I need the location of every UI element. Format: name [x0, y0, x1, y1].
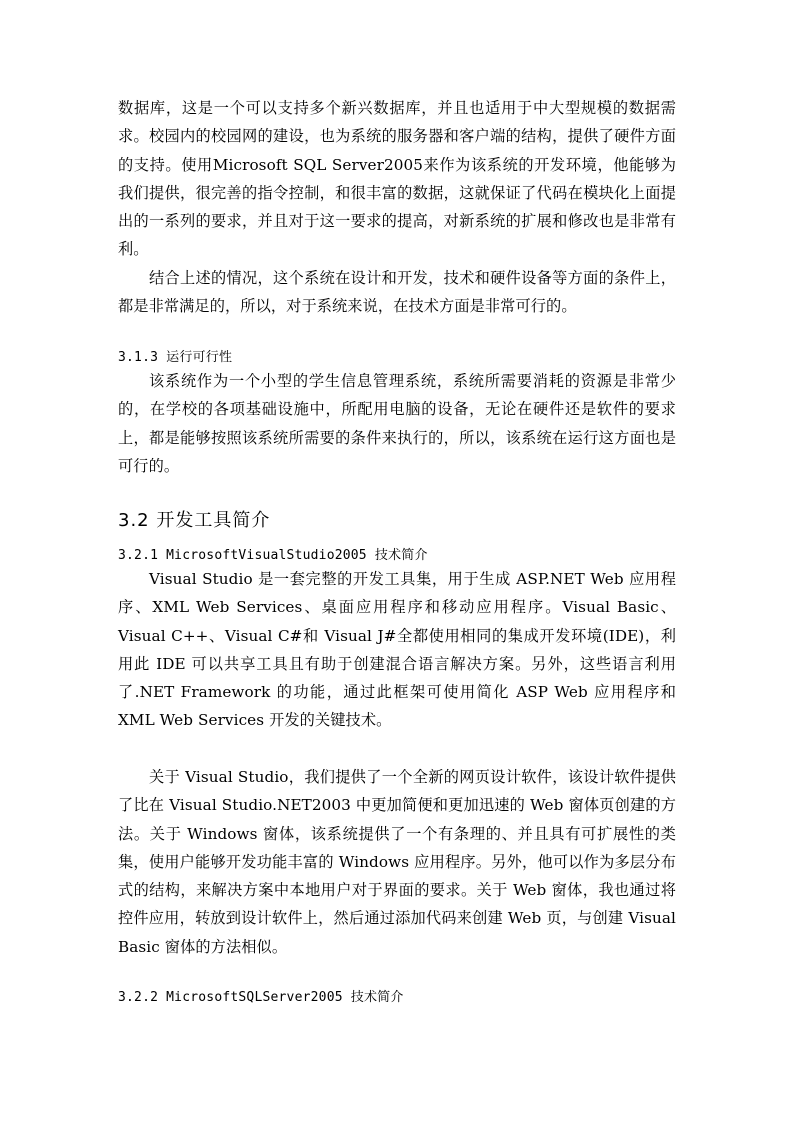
paragraph-database-support: 数据库，这是一个可以支持多个新兴数据库，并且也适用于中大型规模的数据需求。校园内的校园网的建设，也为系统的服务器和客户端的结构，提供了硬件方面的支持。使用Microsoft SQL Server2005来作为该系统的开发环境，他能够为我们提供，很完善的指令控制，和很丰富的数据，这就保证了代码在模块化上面提出的一系列的要求，并且对于这一要求的提高，对新系统的扩展和修改也是非常有利。 — [118, 99, 676, 259]
paragraph-visual-studio-features: 关于 Visual Studio，我们提供了一个全新的网页设计软件，该设计软件提供了比在 Visual Studio.NET2003 中更加简便和更加迅速的 Web 窗体页创建的方法。关于 Windows 窗体，该系统提供了一个有条理的、并且具有可扩展性的类集，使用户能够开发功能丰富的 Windows 应用程序。另外，他可以作为多层分布式的结构，来解决方案中本地用户对于界面的要求。关于 Web 窗体，我也通过将控件应用，转放到设计软件上，然后通过添加代码来创建 Web 页，与创建 Visual Basic 窗体的方法相似。 — [118, 768, 676, 956]
paragraph-operational-feasibility: 该系统作为一个小型的学生信息管理系统，系统所需要消耗的资源是非常少的，在学校的各项基础设施中，所配用电脑的设备，无论在硬件还是软件的要求上，都是能够按照该系统所需要的条件来执行的，所以，该系统在运行这方面也是可行的。 — [118, 372, 676, 475]
section-heading-3-2-1: 3.2.1 MicrosoftVisualStudio2005 技术简介 — [118, 548, 428, 563]
section-heading-3-2: 3.2 开发工具简介 — [118, 510, 271, 531]
paragraph-visual-studio-intro: Visual Studio 是一套完整的开发工具集，用于生成 ASP.NET Web 应用程序、XML Web Services、桌面应用程序和移动应用程序。Visual Basic、Visual C++、Visual C#和 Visual J#全都使用相同的集成开发环境(IDE)，利用此 IDE 可以共享工具且有助于创建混合语言解决方案。另外，这些语言利用了.NET Framework 的功能，通过此框架可使用简化 ASP Web 应用程序和 XML Web Services 开发的关键技术。 — [118, 570, 676, 730]
section-heading-3-2-2: 3.2.2 MicrosoftSQLServer2005 技术简介 — [118, 990, 404, 1005]
paragraph-technical-summary: 结合上述的情况，这个系统在设计和开发，技术和硬件设备等方面的条件上，都是非常满足的，所以，对于系统来说，在技术方面是非常可行的。 — [118, 269, 676, 316]
section-heading-3-1-3: 3.1.3 运行可行性 — [118, 350, 233, 365]
